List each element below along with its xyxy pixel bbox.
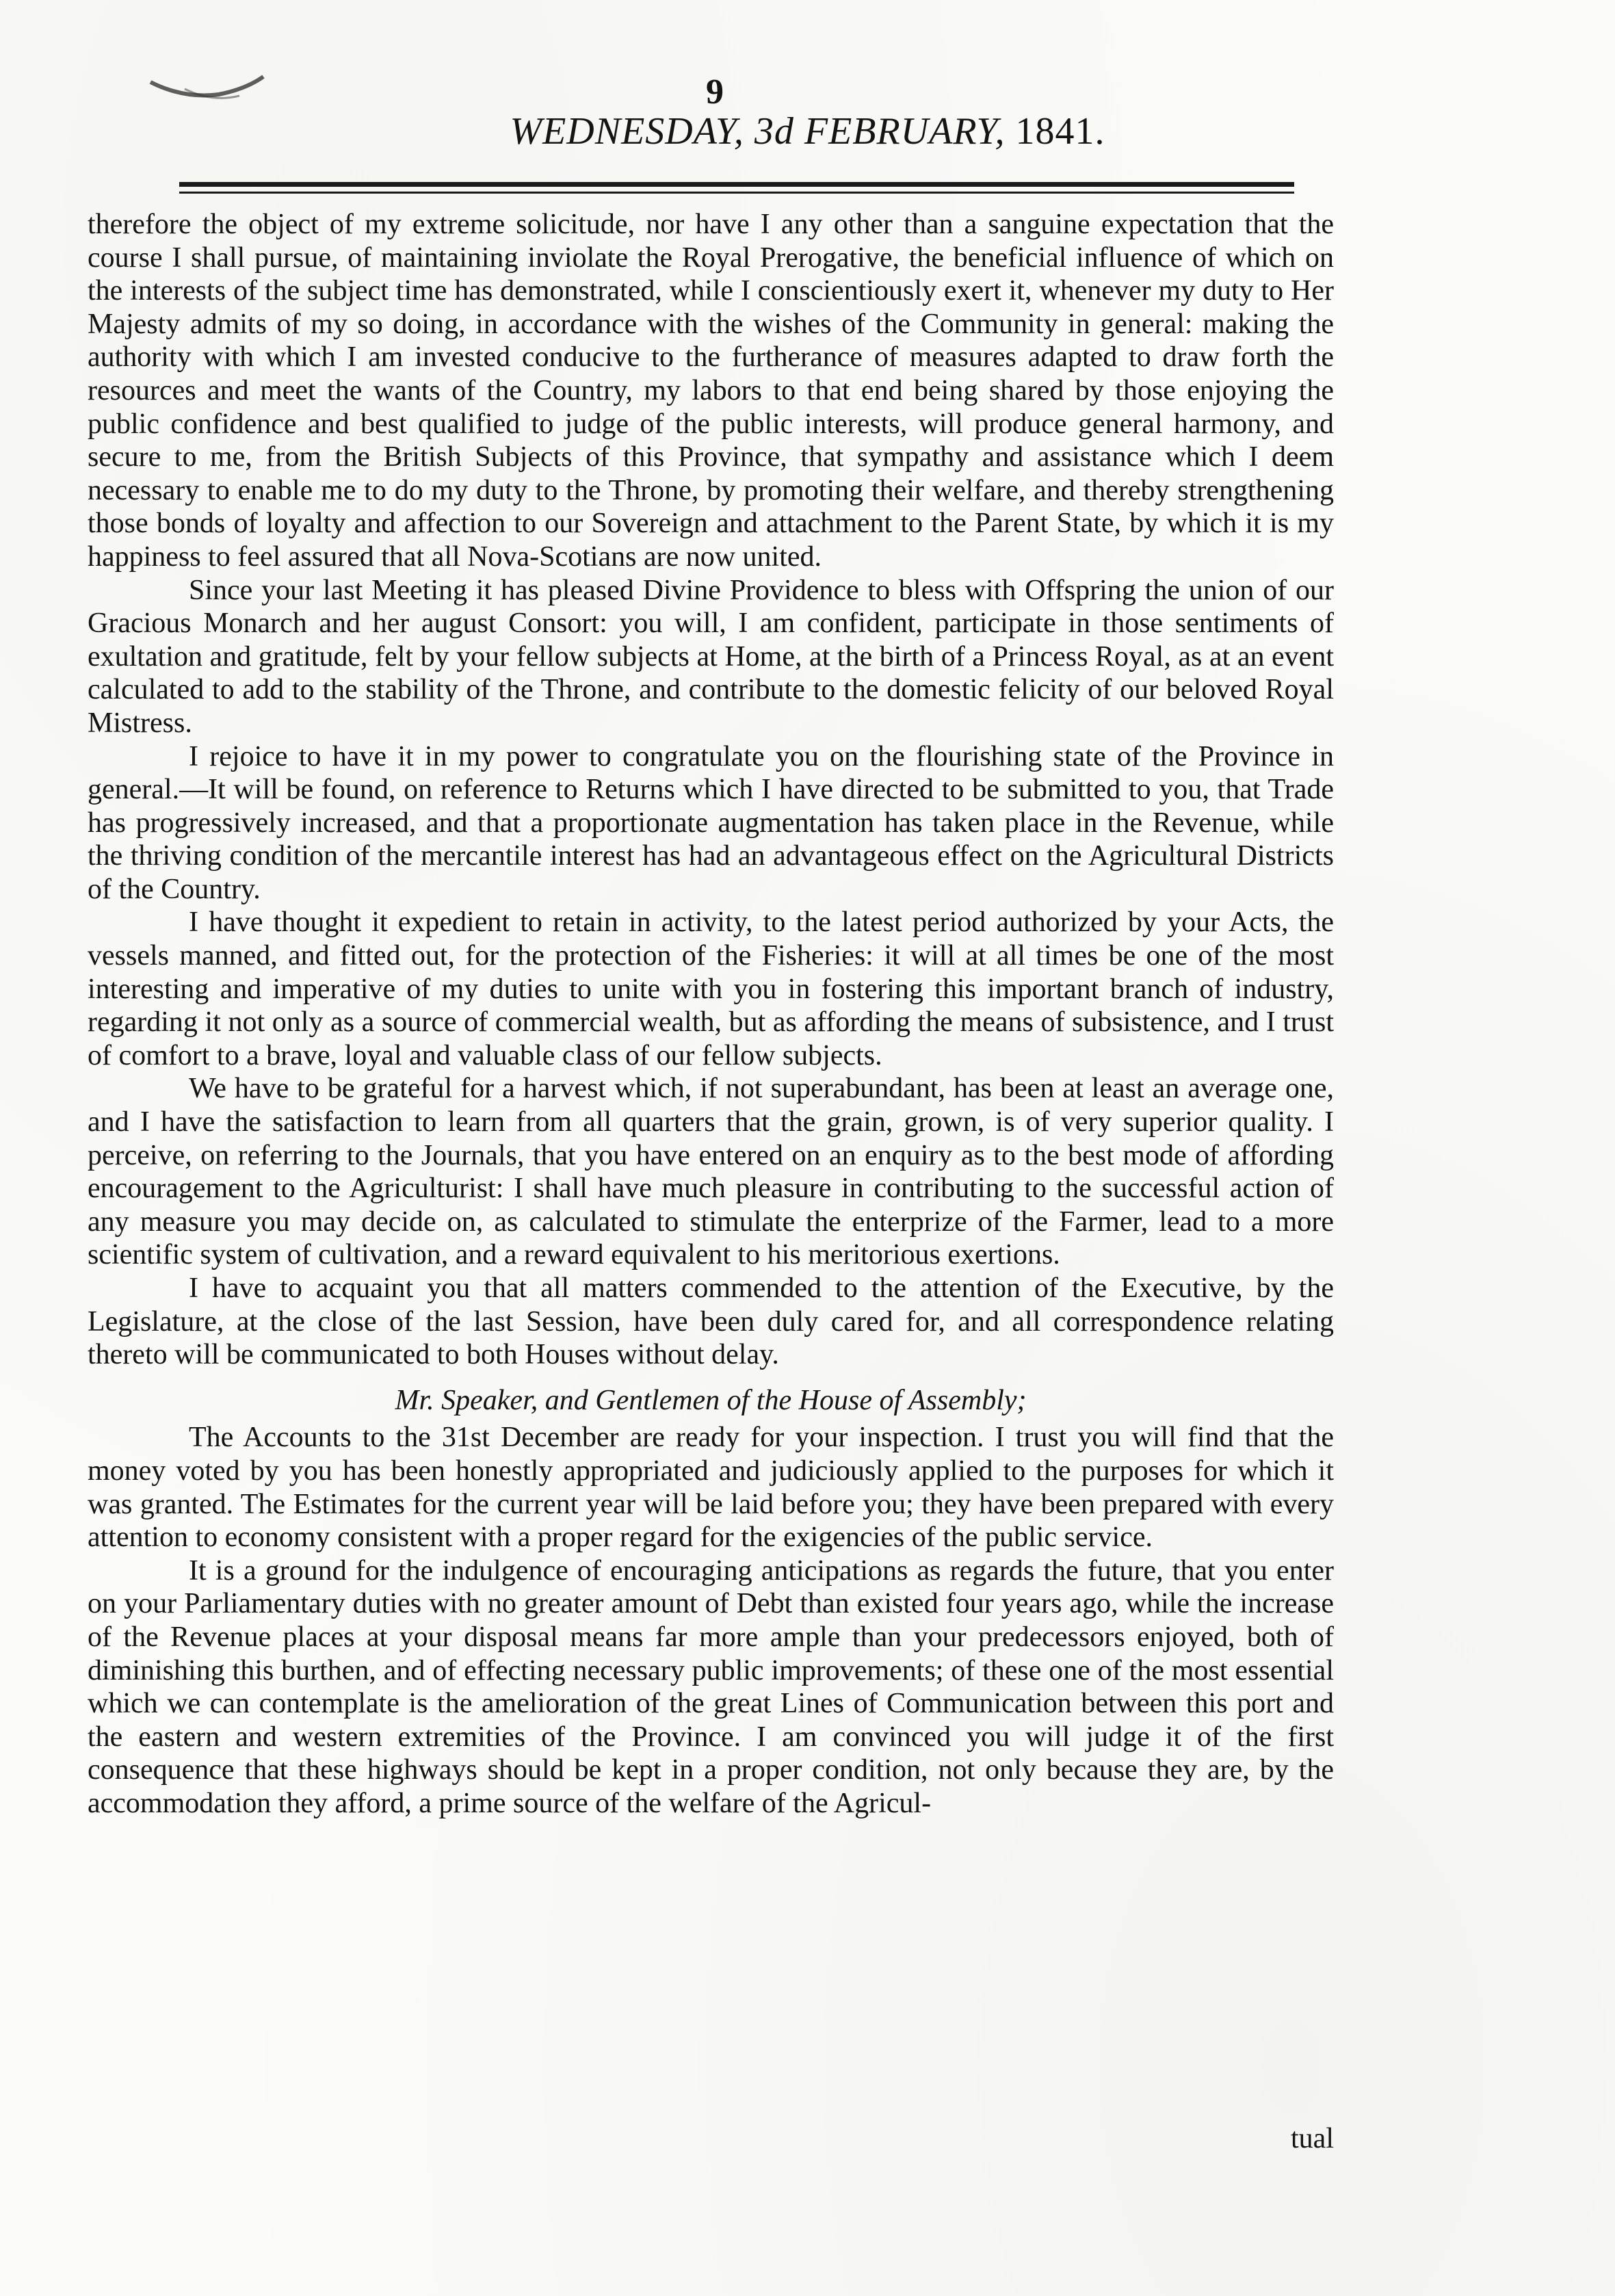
running-head-month: FEBRUARY,	[804, 110, 1006, 153]
paragraph: I have thought it expedient to retain in activity, to the latest period authorized by your Acts, the vessels manned, and fitted out, for the protection of the Fisheries: it will at all times be one of the most interesting and imperative of my duties to unite with you in fostering this important branch of industry, regarding it not only as a source of commercial wealth, but as affording the means of subsistence, and I trust of comfort to a brave, loyal and valuable class of our fellow subjects.	[88, 906, 1334, 1071]
paragraph: It is a ground for the indulgence of encouraging anticipations as regards the future, that you enter on your Parliamentary duties with no greater amount of Debt than existed four years ago, while the increase of the Revenue places at your disposal means far more ample than your predecessors enjoyed, both of diminishing this burthen, and of effecting necessary public improvements; of these one of the most essential which we can contemplate is the amelioration of the great Lines of Communication between this port and the eastern and western extremities of the Province. I am convinced you will judge it of the first consequence that these highways should be kept in a proper condition, not only because they are, by the accommodation they afford, a prime source of the welfare of the Agricul-	[88, 1554, 1334, 1819]
paragraph: The Accounts to the 31st December are ready for your inspection. I trust you will find that the money voted by you has been honestly appropriated and judiciously applied to the purposes for which it was granted. The Estimates for the current year will be laid before you; they have been prepared with every attention to economy consistent with a proper regard for the exigencies of the public service.	[88, 1422, 1334, 1554]
ink-smudge-decoration	[144, 68, 321, 109]
paragraph: Since your last Meeting it has pleased Divine Providence to bless with Offspring the union of our Gracious Monarch and her august Consort: you will, I am confident, participate in those sentiments of exultation and gratitude, felt by your fellow subjects at Home, at the birth of a Princess Royal, as at an event calculated to add to the stability of the Throne, and contribute to the domestic felicity of our beloved Royal Mistress.	[88, 574, 1334, 739]
running-head-day: WEDNESDAY,	[510, 110, 744, 153]
paragraph: I rejoice to have it in my power to congratulate you on the flourishing state of the Province in general.—It will be found, on reference to Returns which I have directed to be submitted to you, that Trade has progressively increased, and that a proportionate augmentation has taken place in the Revenue, while the thriving condition of the mercantile interest has had an advantageous effect on the Agricultural Districts of the Country.	[88, 740, 1334, 905]
running-head-date: 3d	[754, 110, 794, 153]
paragraph: therefore the object of my extreme solicitude, nor have I any other than a sanguine expectation that the course I shall pursue, of maintaining inviolate the Royal Prerogative, the beneficial influence of which on the interests of the subject time has demonstrated, while I conscientiously exert it, whenever my duty to Her Majesty admits of my so doing, in accordance with the wishes of the Community in general: making the authority with which I am invested conducive to the furtherance of measures adapted to draw forth the resources and meet the wants of the Country, my labors to that end being shared by those enjoying the public confidence and best qualified to judge of the public interests, will produce general harmony, and secure to me, from the British Subjects of this Province, that sympathy and assistance which I deem necessary to enable me to do my duty to the Throne, by promoting their welfare, and thereby strengthening those bonds of loyalty and affection to our Sovereign and attachment to the Parent State, by which it is my happiness to feel assured that all Nova-Scotians are now united.	[88, 209, 1334, 573]
page-number: 9	[706, 73, 724, 112]
running-head-year: 1841.	[1015, 110, 1105, 153]
paragraph: We have to be grateful for a harvest which, if not superabundant, has been at least an average one, and I have the satisfaction to learn from all quarters that the grain, grown, is of very superior quality. I perceive, on referring to the Journals, that you have entered on an enquiry as to the best mode of affording encouragement to the Agriculturist: I shall have much pleasure in contributing to the successful action of any measure you may decide on, as calculated to stimulate the enterprize of the Farmer, lead to a more scientific system of cultivation, and a reward equivalent to his meritorious exertions.	[88, 1073, 1334, 1271]
header-rule-thick	[179, 182, 1294, 187]
header-rule-thin	[179, 192, 1294, 194]
paragraph: I have to acquaint you that all matters commended to the attention of the Executive, by the Legislature, at the close of the last Session, have been duly cared for, and all correspondence relating thereto will be communicated to both Houses without delay.	[88, 1273, 1334, 1371]
running-head	[0, 109, 1615, 153]
address-heading: Mr. Speaker, and Gentlemen of the House of Assembly;	[395, 1384, 1027, 1416]
speech-body	[88, 208, 1334, 1821]
catchword: tual	[1291, 2123, 1334, 2154]
